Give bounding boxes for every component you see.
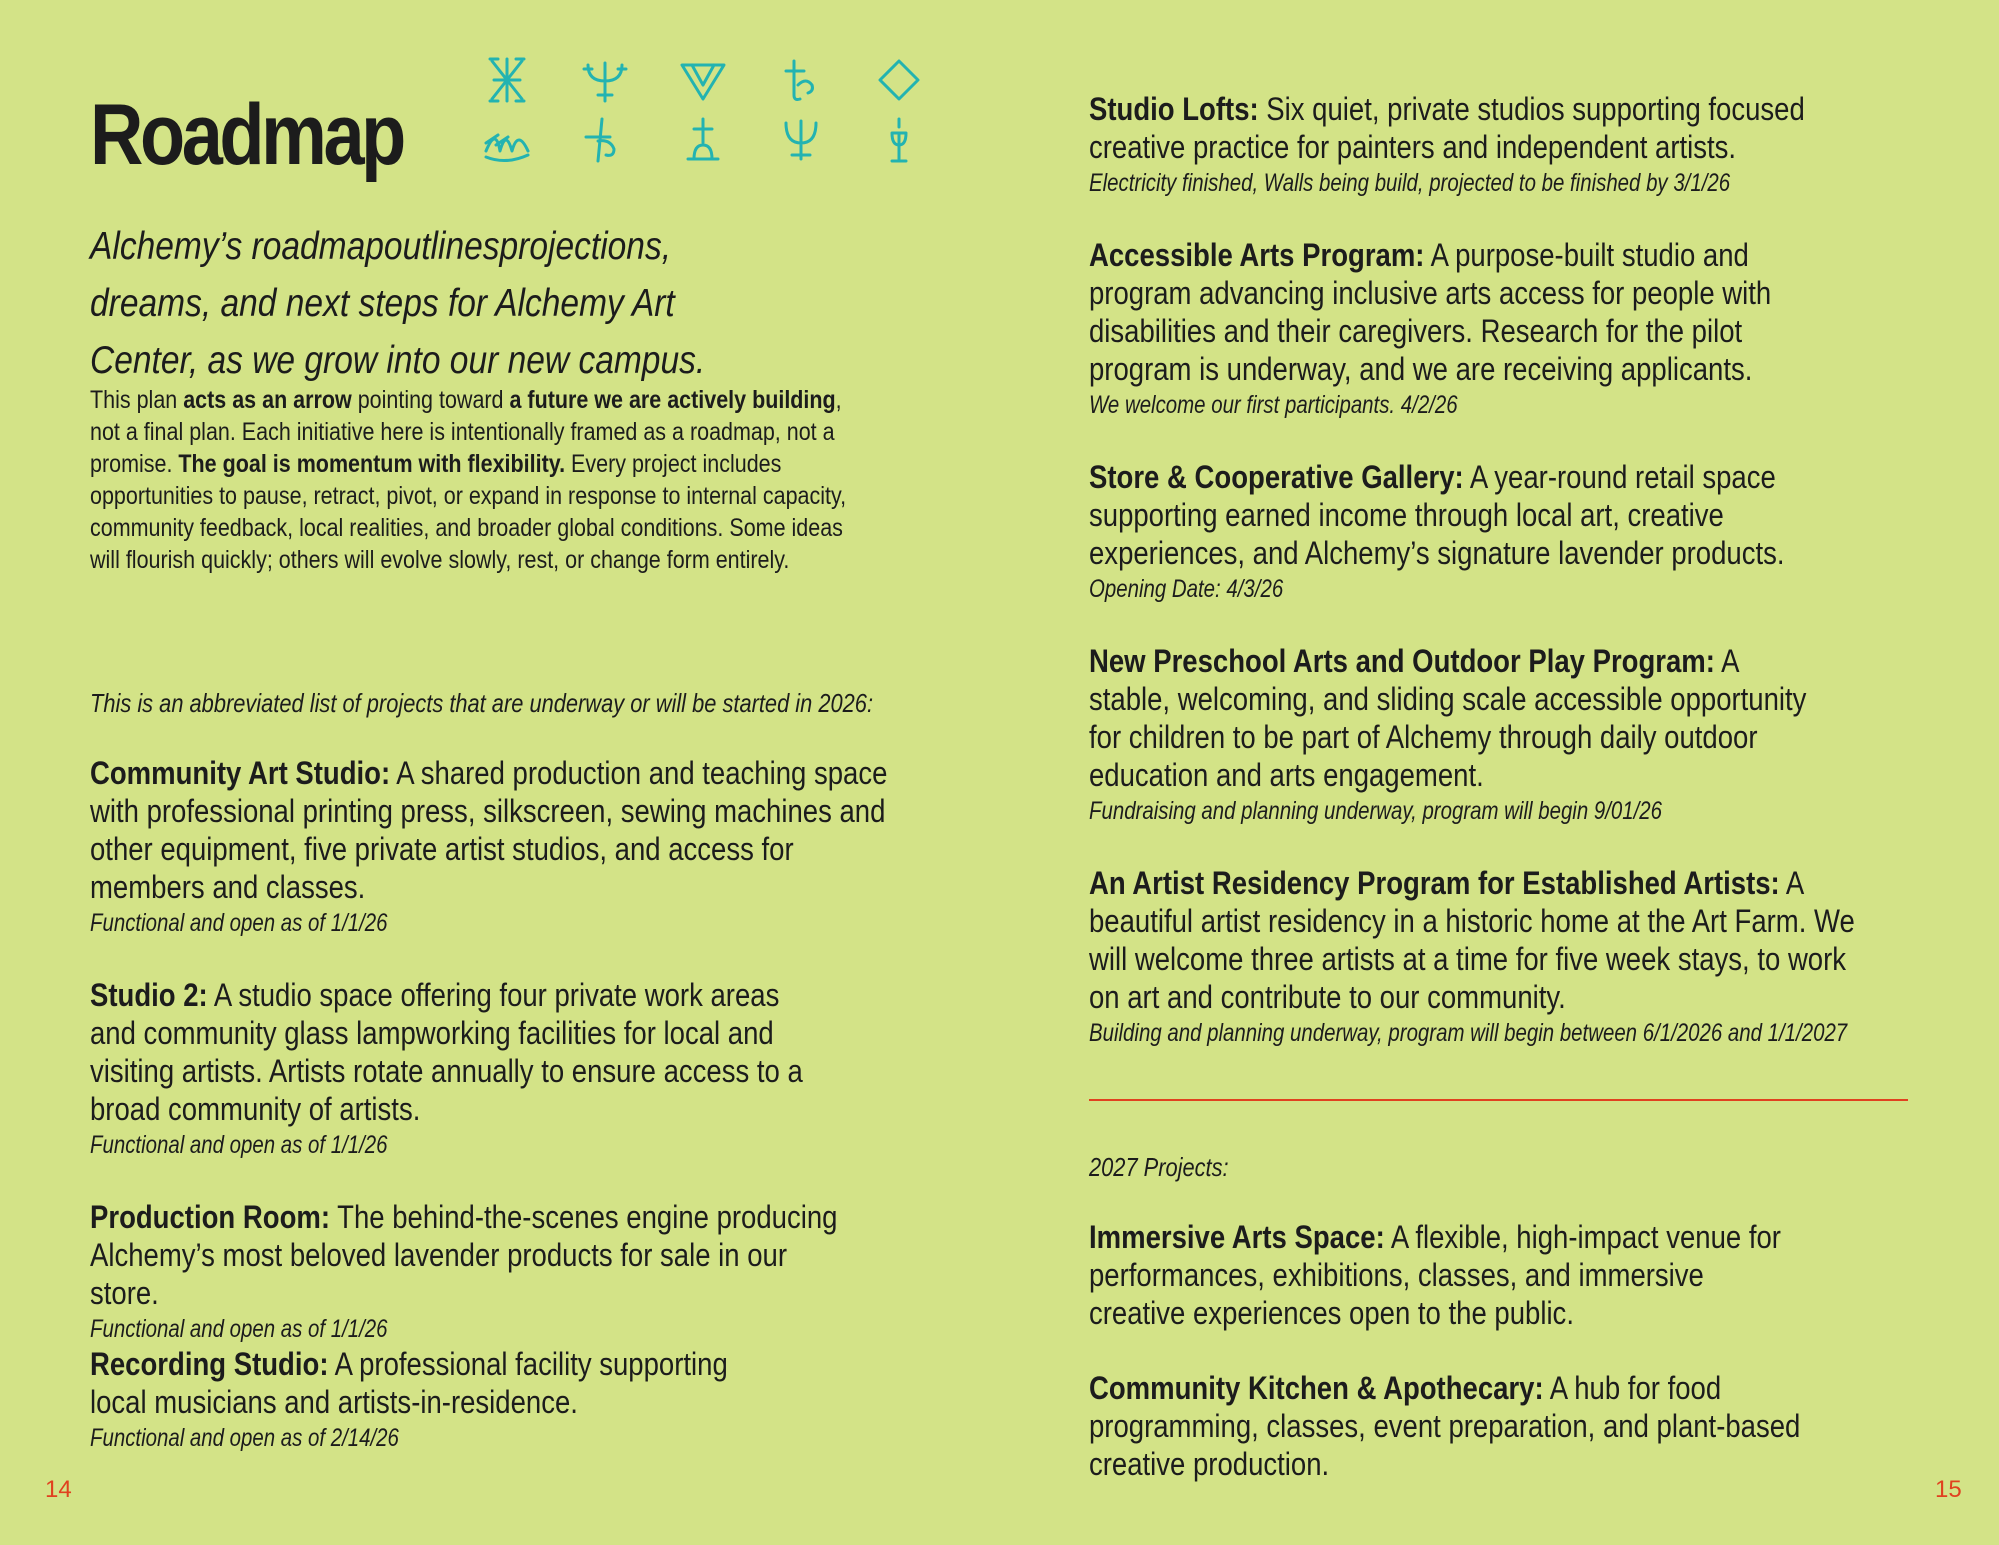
project-status: Functional and open as of 1/1/26 (90, 909, 388, 937)
project-status: Fundraising and planning underway, program will begin 9/01/26 (1089, 797, 1663, 825)
page-subtitle: Alchemy’s roadmapoutlinesprojections, dreams, and next steps for Alchemy Art Center, as we grow into our new campus. (90, 225, 706, 382)
intro-paragraph (90, 384, 847, 576)
project-item (1089, 90, 1846, 200)
project-description: A studio space offering four private work areas and community glass lampworking facilities for local and visiting artists. Artists rotate annually to ensure access to a broad community of artists. (90, 977, 803, 1127)
project-description: A hub for food programming, classes, event preparation, and plant-based creative production. (1089, 1370, 1801, 1482)
project-item (90, 1198, 847, 1346)
project-name: Accessible Arts Program: (1089, 237, 1425, 273)
project-description: Six quiet, private studios supporting focused creative practice for painters and independent artists. (1089, 91, 1805, 165)
intro-text: , not a final plan. Each initiative here is intentionally framed as a roadmap, not a promise. (90, 386, 842, 478)
flask-cross-symbol-icon (678, 115, 728, 165)
project-description: A purpose-built studio and program advancing inclusive arts access for people with disabilities and their caregivers. Research for the pilot program is underway, and we are receiving applicants. (1089, 237, 1772, 387)
trident-symbol-icon (580, 55, 630, 105)
list-note: This is an abbreviated list of projects that are underway or will be started in 2026: (90, 688, 874, 718)
project-name: Community Art Studio: (90, 755, 391, 791)
project-status: Functional and open as of 2/14/26 (90, 1424, 399, 1452)
crossed-hook-symbol-icon (580, 115, 630, 165)
project-status: Opening Date: 4/3/26 (1089, 575, 1284, 603)
project-description: A shared production and teaching space with professional printing press, silkscreen, sewing machines and other equipment, five private artist studios, and access for members and classes. (90, 755, 888, 905)
project-description: A flexible, high-impact venue for performances, exhibitions, classes, and immersive creative experiences open to the public. (1089, 1219, 1781, 1331)
project-item (1089, 1218, 1794, 1332)
project-item (1089, 864, 1863, 1050)
page-title: Roadmap (90, 87, 403, 183)
project-name: Community Kitchen & Apothecary: (1089, 1370, 1544, 1406)
project-item (90, 976, 812, 1162)
alchemy-symbols (482, 55, 972, 175)
diamond-symbol-icon (874, 55, 924, 105)
project-description: A beautiful artist residency in a historic home at the Art Farm. We will welcome three artists at a time for five week stays, to work on art and contribute to our community. (1089, 865, 1855, 1015)
project-text (1089, 864, 1863, 1016)
intro-emphasis: The goal is momentum with flexibility. (178, 450, 566, 478)
project-item (1089, 642, 1820, 828)
right-page (999, 0, 1999, 1545)
project-name: Studio Lofts: (1089, 91, 1259, 127)
project-description: A professional facility supporting local musicians and artists-in-residence. (90, 1346, 728, 1420)
project-item (90, 754, 890, 940)
project-name: An Artist Residency Program for Established Artists: (1089, 865, 1780, 901)
project-text (1089, 1369, 1846, 1483)
intro-text: pointing toward (351, 386, 510, 414)
project-status: Functional and open as of 1/1/26 (90, 1131, 388, 1159)
project-text (1089, 90, 1846, 166)
project-name: Studio 2: (90, 977, 208, 1013)
intro-emphasis: a future we are actively building (509, 386, 836, 414)
project-description: A stable, welcoming, and sliding scale accessible opportunity for children to be part of Alchemy through daily outdoor education and arts engagement. (1089, 643, 1807, 793)
project-item (90, 1345, 752, 1455)
project-name: Production Room: (90, 1199, 331, 1235)
left-page (0, 0, 999, 1545)
project-description: A year-round retail space supporting earned income through local art, creative experiences, and Alchemy’s signature lavender products. (1089, 459, 1785, 571)
intro-text: Every project includes opportunities to pause, retract, pivot, or expand in response to internal capacity, community feedback, local realities, and broader global conditions. Some ideas will flourish quickly; others will evolve slowly, rest, or change form entirely. (90, 450, 847, 574)
project-item (1089, 458, 1846, 606)
project-status: Electricity finished, Walls being build, projected to be finished by 3/1/26 (1089, 169, 1731, 197)
project-text (90, 976, 812, 1128)
project-status: Building and planning underway, program will begin between 6/1/2026 and 1/1/2027 (1089, 1019, 1848, 1047)
psi-symbol-icon (776, 115, 826, 165)
candle-symbol-icon (874, 115, 924, 165)
project-text (90, 1345, 752, 1421)
project-name: Immersive Arts Space: (1089, 1219, 1385, 1255)
project-description: The behind-the-scenes engine producing Alchemy’s most beloved lavender products for sale in our store. (90, 1199, 838, 1311)
project-text (90, 1198, 847, 1312)
project-status: We welcome our first participants. 4/2/26 (1089, 391, 1458, 419)
project-text (1089, 1218, 1794, 1332)
saturn-symbol-icon (776, 55, 826, 105)
triple-loop-symbol-icon (482, 115, 532, 165)
project-text (90, 754, 890, 906)
project-item (1089, 236, 1777, 422)
project-text (1089, 642, 1820, 794)
project-item (1089, 1369, 1846, 1483)
intro-emphasis: acts as an arrow (183, 386, 352, 414)
page-number: 15 (1935, 1476, 1962, 1503)
section-divider (1089, 1099, 1908, 1101)
project-name: New Preschool Arts and Outdoor Play Program: (1089, 643, 1715, 679)
project-name: Store & Cooperative Gallery: (1089, 459, 1464, 495)
down-triangle-symbol-icon (678, 55, 728, 105)
page-number: 14 (45, 1476, 72, 1503)
project-name: Recording Studio: (90, 1346, 329, 1382)
star-cross-symbol-icon (482, 55, 532, 105)
section-2027-heading: 2027 Projects: (1089, 1152, 1229, 1182)
project-text (1089, 458, 1846, 572)
intro-text: This plan (90, 386, 184, 414)
project-status: Functional and open as of 1/1/26 (90, 1315, 388, 1343)
project-text (1089, 236, 1777, 388)
